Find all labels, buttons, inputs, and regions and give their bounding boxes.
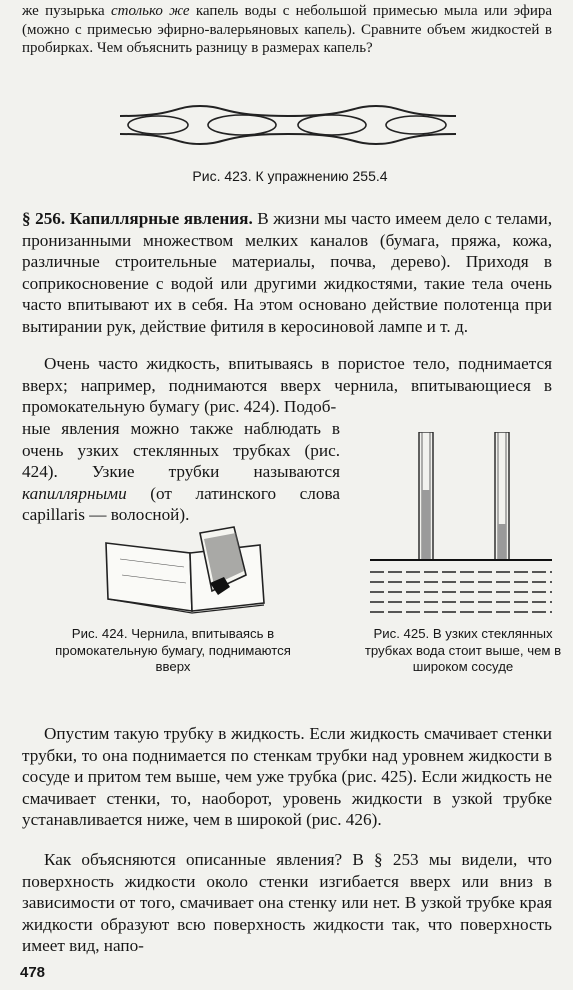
- section-paragraph-1: [22, 208, 552, 338]
- figure-424-illustration: [100, 525, 300, 620]
- section-paragraph-4: Как объясняются описанные явления? В § 253 мы видели, что поверхность жидкости около стенки изгибается вверх или вниз в зависимости от того, смачивает она стенку или нет. В узкой трубке края жидкости образуют всю поверхность жидкости так, что поверхность имеет вид, напо-: [22, 850, 552, 956]
- page-number: 478: [20, 964, 46, 981]
- figure-423-drops: [118, 100, 458, 150]
- figure-425-caption: Рис. 425. В узких стеклянных трубках вода стоит выше, чем в широком сосуде: [364, 626, 562, 674]
- capillary-term: капиллярными: [22, 483, 127, 503]
- intro-text: же пузырька: [22, 3, 111, 19]
- figure-425-illustration: [366, 432, 556, 617]
- figure-424-caption: Рис. 424. Чернила, впитываясь в промокательную бумагу, поднимаются вверх: [55, 626, 291, 674]
- intro-text-rest: капель воды с небольшой примесью мыла или эфира (можно с примесью эфирно-валерьяновых капель). Сравните объем жидкостей в пробирках. Чем объяснить разницу в размерах капель?: [22, 3, 553, 57]
- section-p2-rest: (от латинского слова capillaris — волосной).: [22, 483, 340, 525]
- section-heading: § 256. Капиллярные явления.: [22, 209, 253, 228]
- section-paragraph-3: Опустим такую трубку в жидкость. Если жидкость смачивает стенки трубки, то она поднимается по стенкам трубки над уровнем жидкости в сосуде и притом тем выше, чем уже трубка (рис. 425). Если жидкость не смачивает стенки, то, наоборот, уровень жидкости в узкой трубке устанавливается ниже, чем в широкой (рис. 426).: [22, 724, 552, 830]
- section-paragraph-2-top: Очень часто жидкость, впитываясь в пористое тело, поднимается вверх; например, поднимаются вверх чернила, впитывающиеся в промокательную бумагу (рис. 424). Подоб-: [22, 354, 552, 417]
- section-paragraph-2-bottom: ные явления можно также наблюдать в очень узких стеклянных трубках (рис. 424). Узкие трубки называются капиллярными (от латинского слова capillaris — волосной).: [22, 419, 340, 525]
- section-p1-text: В жизни мы часто имеем дело с телами, пронизанными множеством мелких каналов (бумага, пряжа, кожа, различные строительные материалы, почва, дерево). Приходя в соприкосновение с водой или другими жидкостями, такие тела очень часто впитывают их в себя. На этом основано действие полотенца при вытирании рук, действие фитиля в керосиновой лампе и т. д.: [22, 209, 552, 336]
- intro-emphasis: столько же: [110, 3, 190, 19]
- figure-423-caption: Рис. 423. К упражнению 255.4: [192, 168, 388, 184]
- intro-paragraph: [22, 2, 552, 58]
